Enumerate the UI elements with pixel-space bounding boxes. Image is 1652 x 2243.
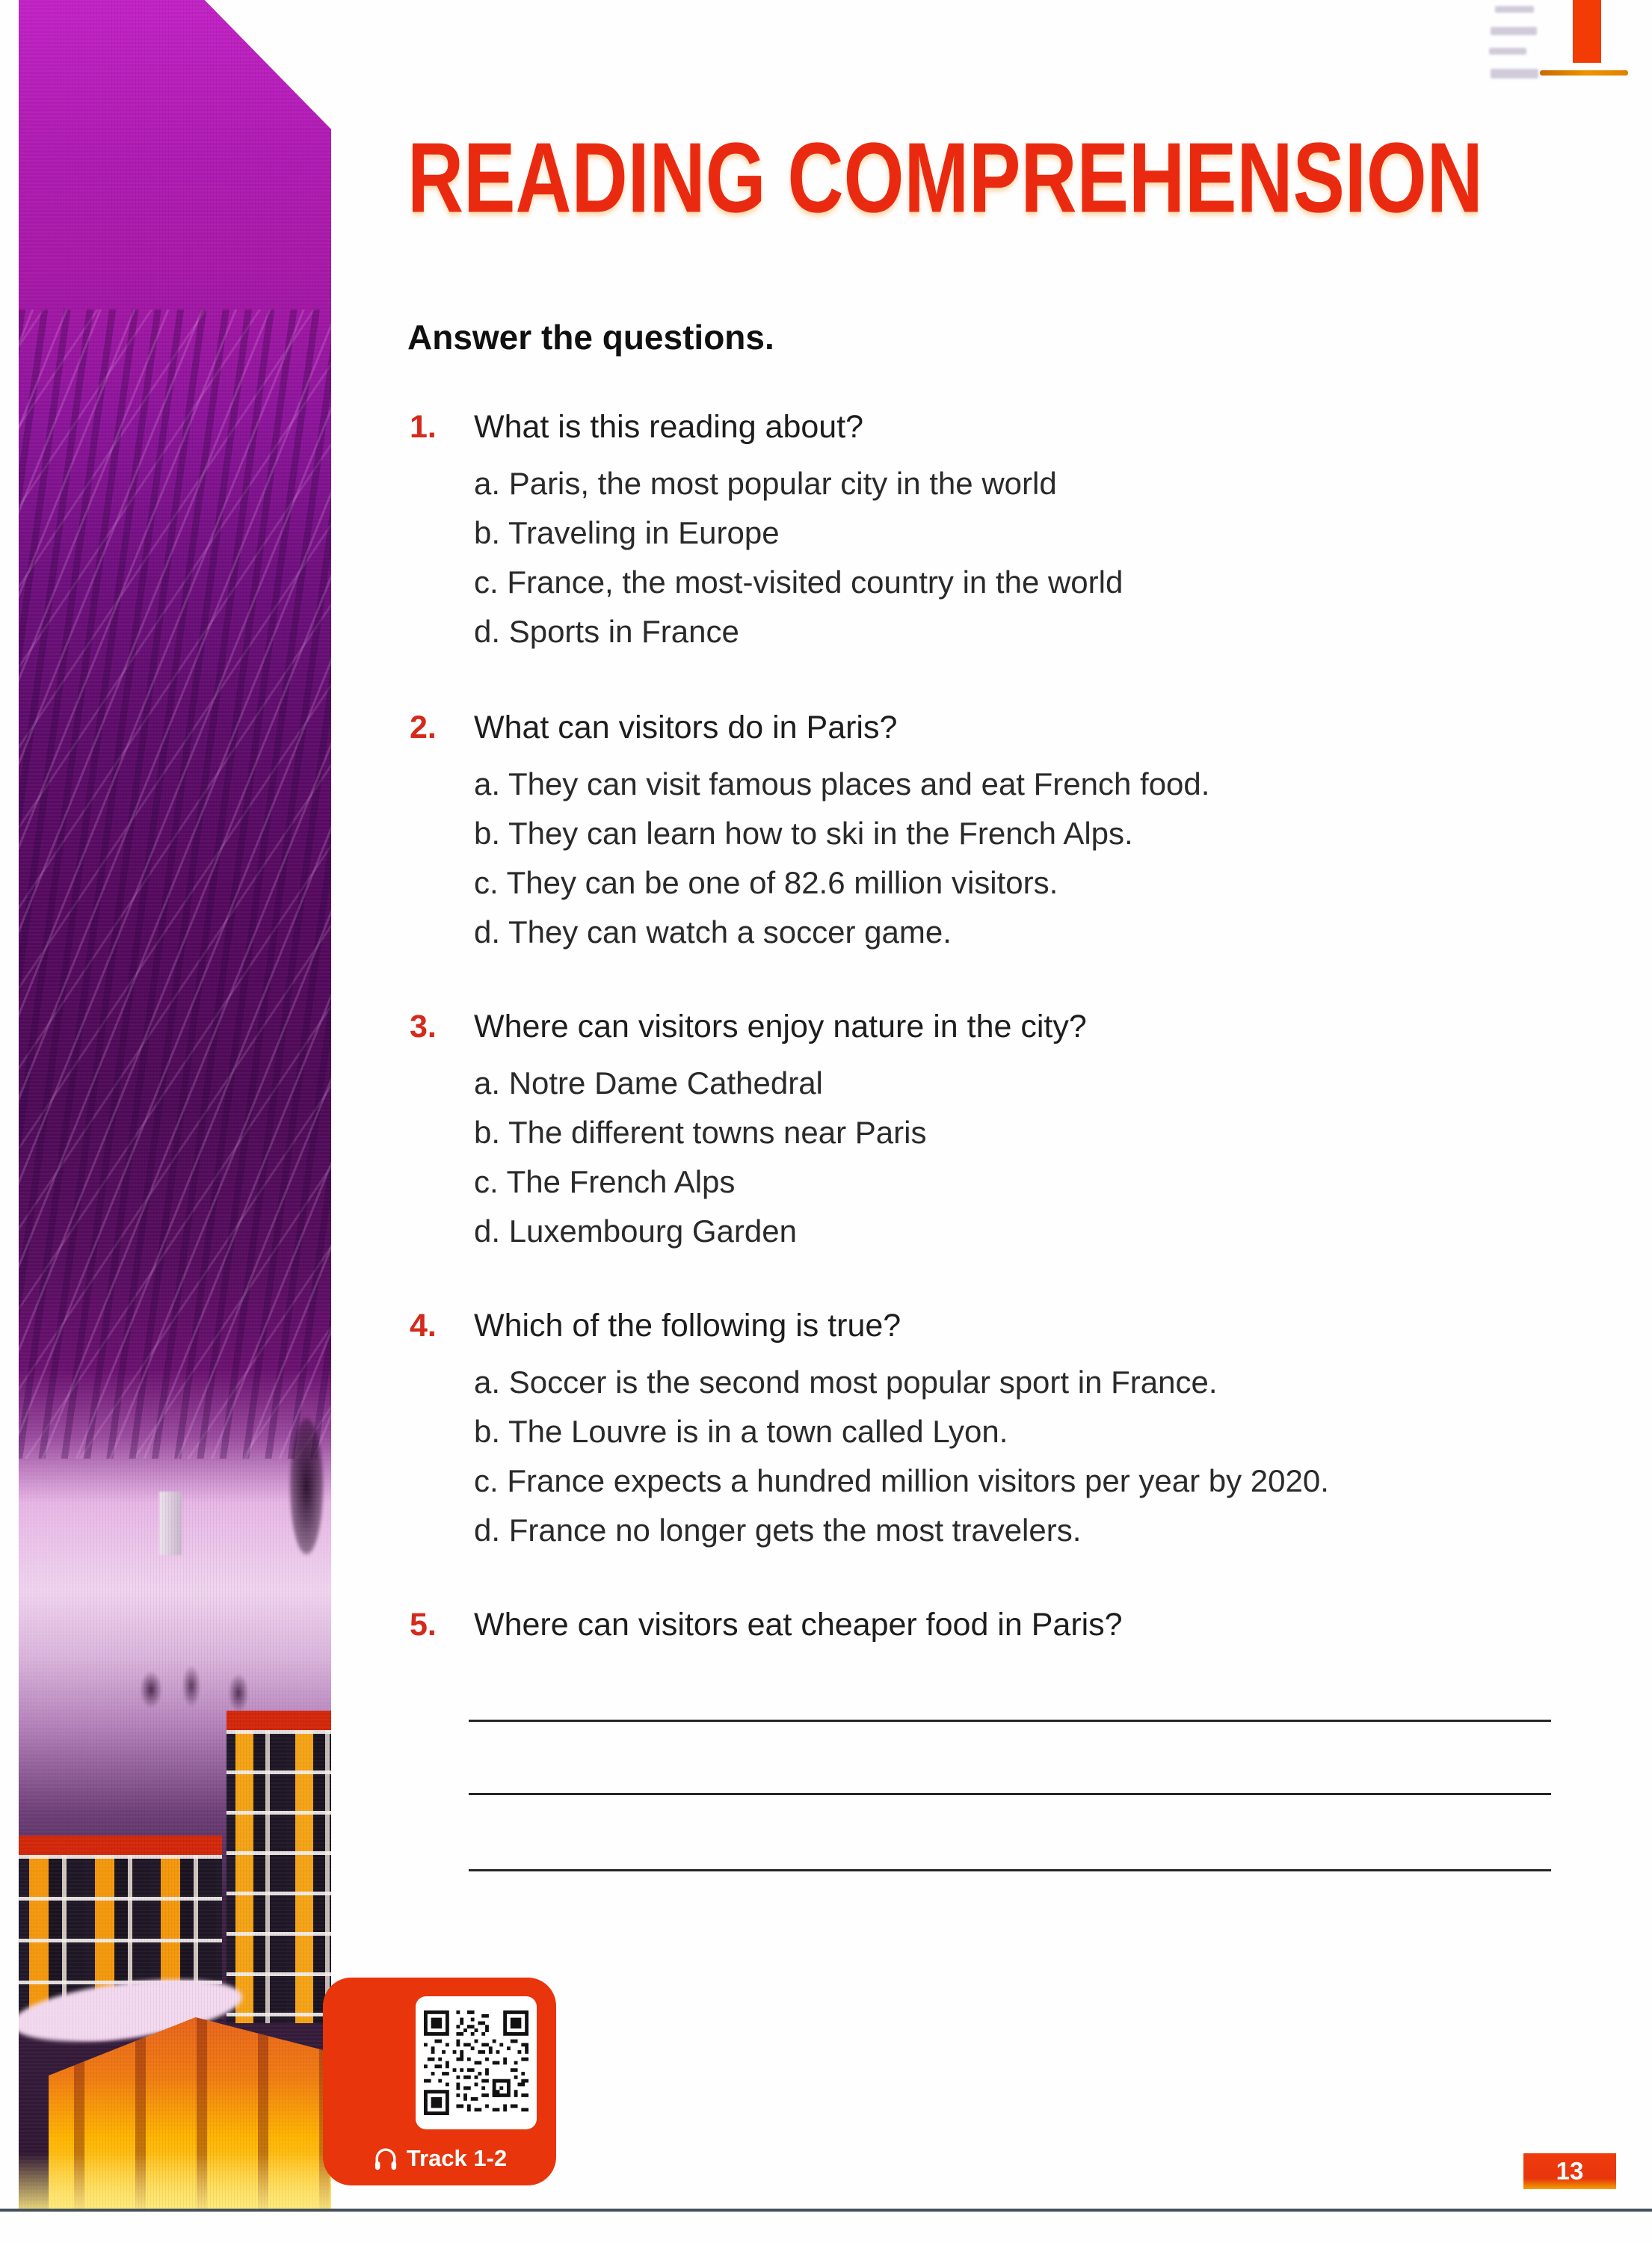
question-number: 5. [410,1607,437,1643]
question-5 [410,1605,1591,1644]
ski-resort-photo [19,0,331,2210]
answer-option-c[interactable]: c. The French Alps [474,1164,736,1199]
headphones-icon [372,2146,399,2171]
question-text: Which of the following is true? [474,1308,901,1344]
answer-option-a[interactable]: a. They can visit famous places and eat French food. [474,766,1210,801]
chalet-roof-snow [9,1969,246,2052]
answer-option-a[interactable]: a. Paris, the most popular city in the world [474,466,1057,501]
page-number: 13 [1556,2157,1584,2185]
page-number-badge [1523,2153,1616,2189]
answer-line[interactable] [469,1793,1551,1795]
question-text: Where can visitors enjoy nature in the city? [474,1009,1087,1044]
answer-option-c[interactable]: c. France, the most-visited country in the world [474,564,1124,600]
snow-drift [0,1899,200,2057]
question-1 [410,407,1591,656]
unit-tab [1573,0,1601,63]
question-4 [410,1306,1591,1555]
answer-option-d[interactable]: d. France no longer gets the most travelers. [474,1513,1082,1548]
tree-silhouettes [131,1656,265,1723]
answer-option-c[interactable]: c. They can be one of 82.6 million visitors. [474,865,1058,900]
answer-option-c[interactable]: c. France expects a hundred million visitors per year by 2020. [474,1463,1329,1498]
question-2 [410,708,1591,957]
unit-tab-underline [1540,70,1628,76]
answer-option-b[interactable]: b. The Louvre is in a town called Lyon. [474,1414,1008,1449]
building-roof [226,1711,331,1730]
answer-option-b[interactable]: b. The different towns near Paris [474,1115,927,1150]
window-light-glow [19,2153,331,2210]
answer-option-d[interactable]: d. Sports in France [474,614,739,649]
answer-option-a[interactable]: a. Soccer is the second most popular sport in France. [474,1364,1218,1400]
instruction-text: Answer the questions. [407,318,774,357]
question-text: What can visitors do in Paris? [474,710,898,745]
ghost-print-marks [1488,3,1541,85]
photo-chimney [159,1492,182,1555]
question-3 [410,1007,1591,1256]
audio-qr-badge [323,1978,556,2185]
question-text: Where can visitors eat cheaper food in Paris? [474,1607,1123,1643]
pine-tree-silhouette [282,1412,331,1599]
answer-option-a[interactable]: a. Notre Dame Cathedral [474,1065,823,1101]
answer-option-b[interactable]: b. They can learn how to ski in the French Alps. [474,816,1133,851]
page-title: READING COMPREHENSION [407,123,1483,234]
track-label: Track 1-2 [406,2145,508,2171]
chalet-building [49,2017,331,2212]
qr-code[interactable] [416,1996,537,2129]
question-text: What is this reading about? [474,409,864,445]
building-windows [226,1730,331,2023]
answer-option-b[interactable]: b. Traveling in Europe [474,515,780,550]
footer-rule [0,2209,1652,2212]
question-number: 4. [410,1308,437,1344]
question-number: 1. [410,409,437,445]
answer-option-d[interactable]: d. They can watch a soccer game. [474,914,952,950]
answer-line[interactable] [469,1720,1551,1722]
question-number: 2. [410,710,437,745]
building-windows [19,1855,222,2021]
answer-line[interactable] [469,1869,1551,1871]
answer-option-d[interactable]: d. Luxembourg Garden [474,1213,797,1249]
building-roof [19,1836,222,1855]
question-number: 3. [410,1009,437,1044]
